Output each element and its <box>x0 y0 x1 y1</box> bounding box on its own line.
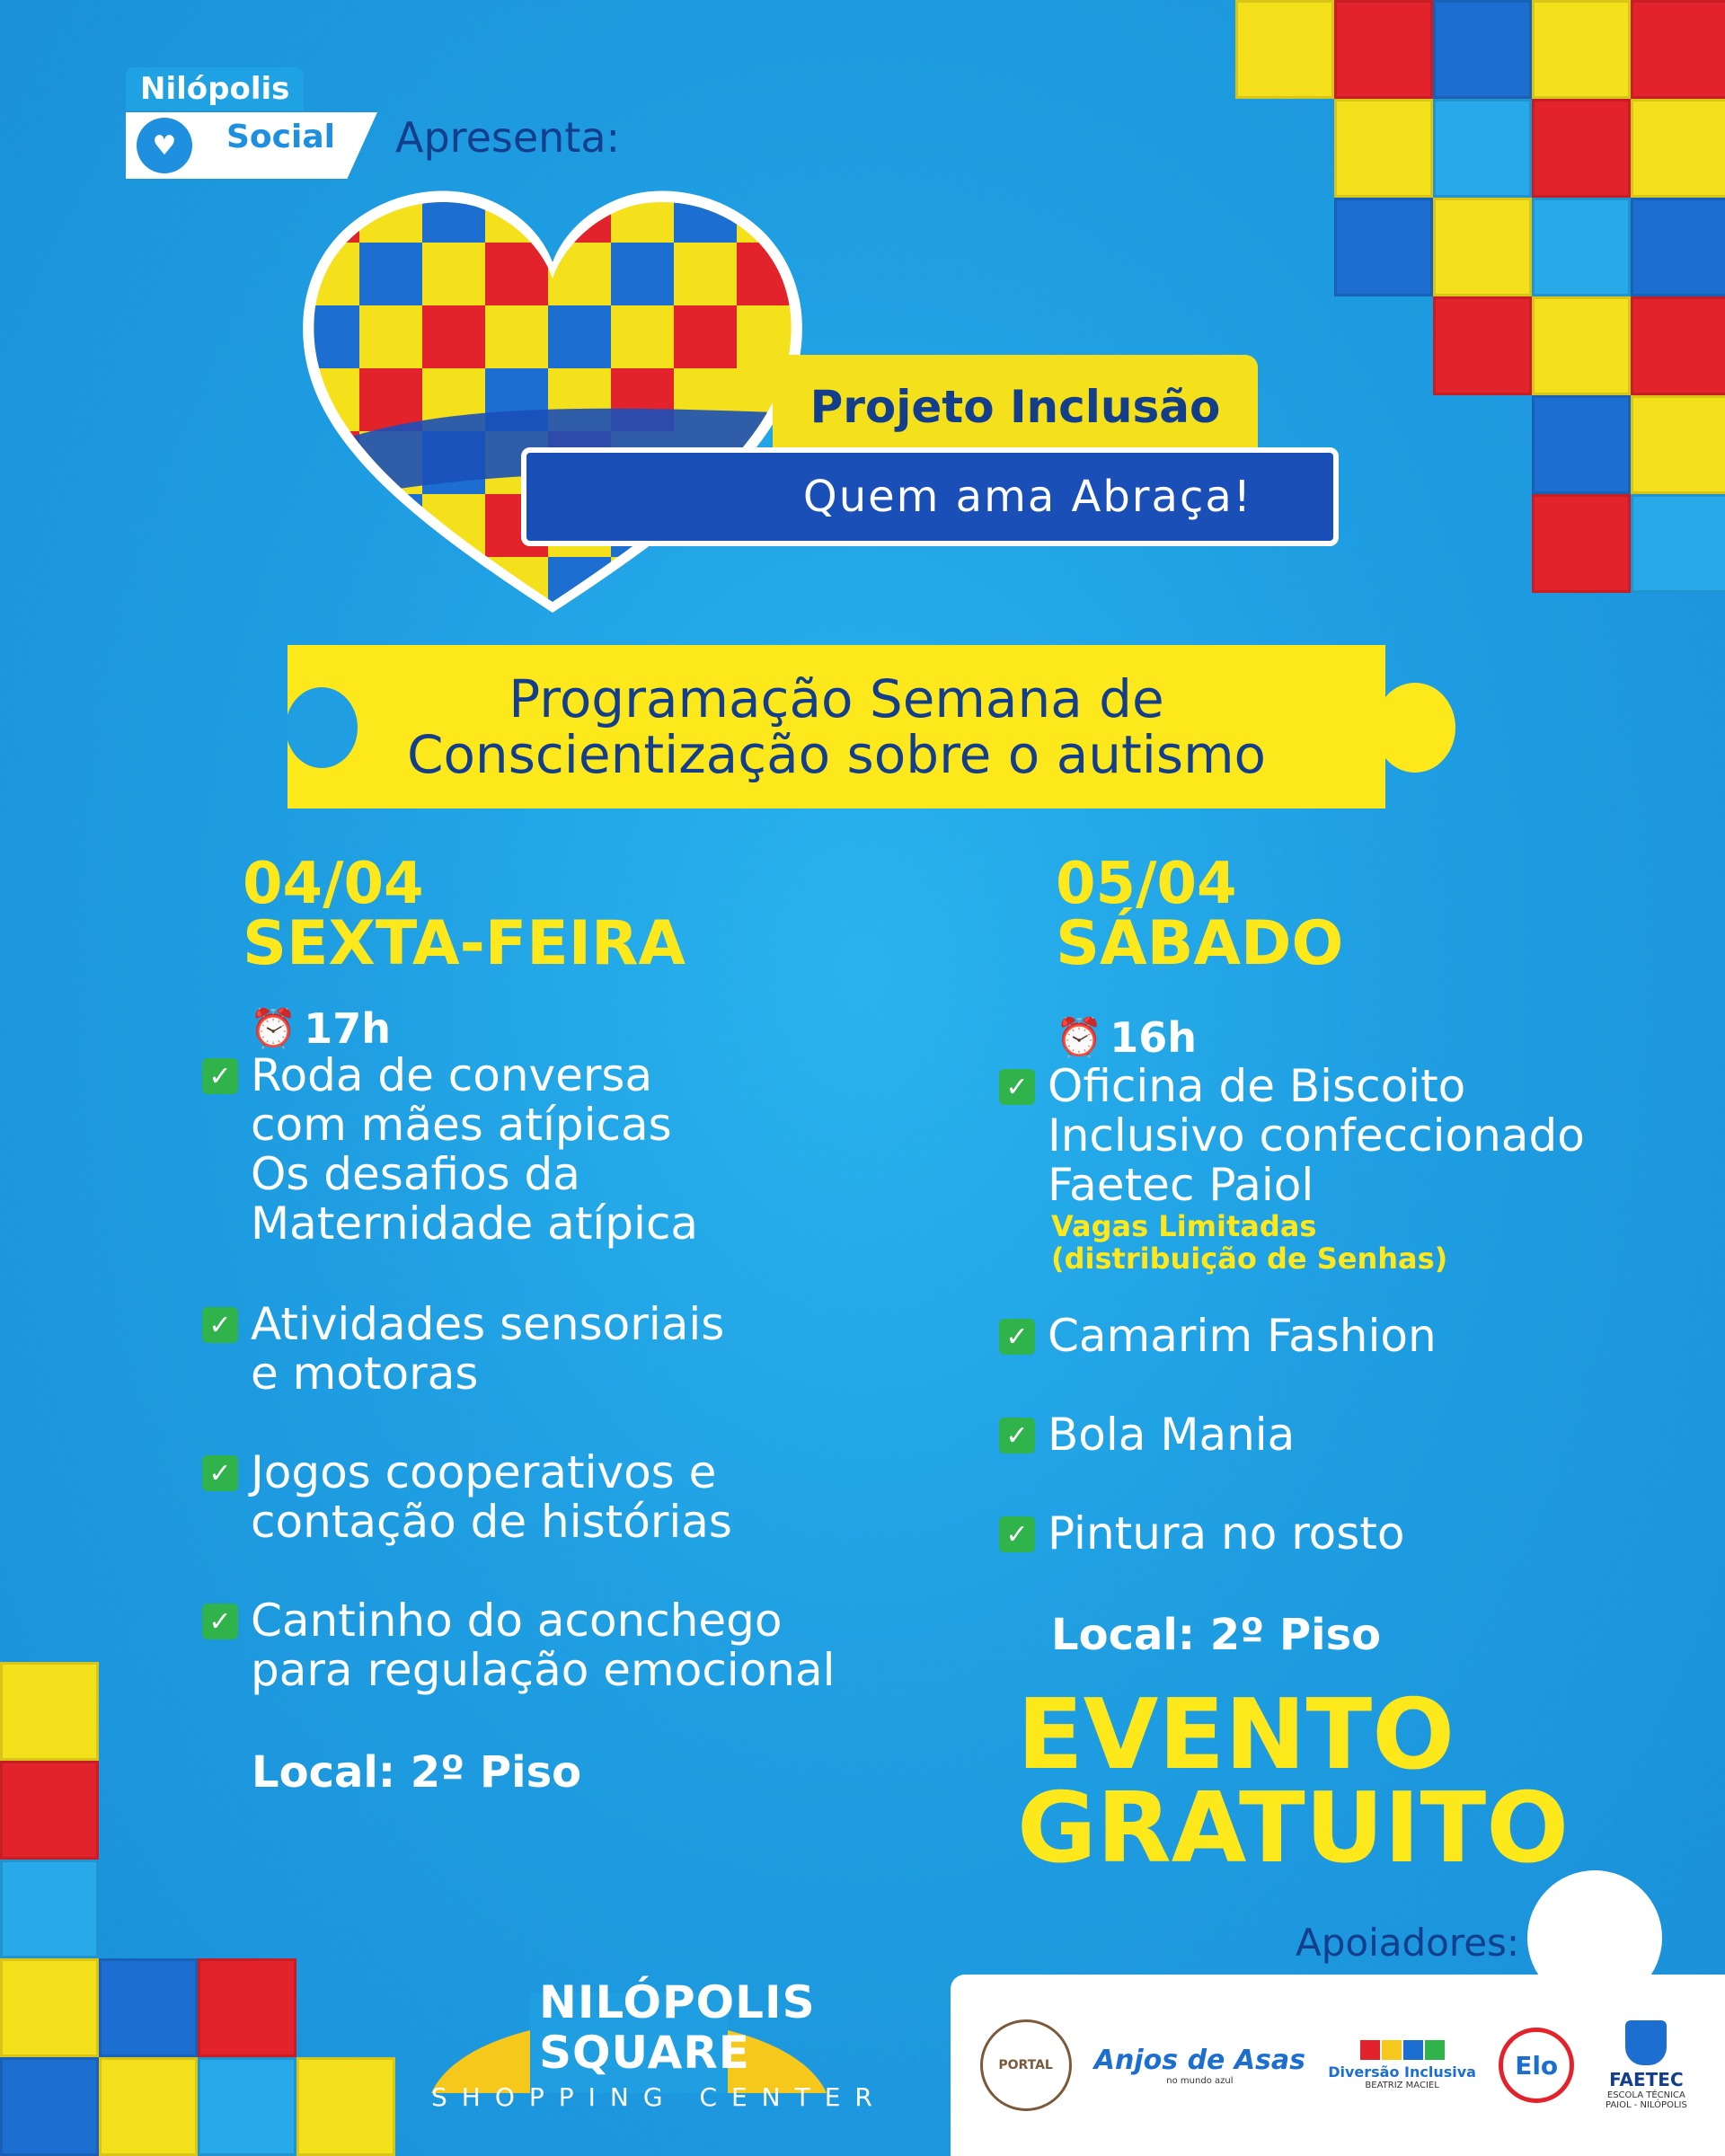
day2-time <box>1056 1013 1197 1062</box>
sponsor-sub: ESCOLA TÉCNICA PAIOL - NILÓPOLIS <box>1605 2090 1687 2110</box>
activity-line: Jogos cooperativos e <box>251 1446 717 1498</box>
sponsor-name: Diversão Inclusiva <box>1328 2063 1476 2081</box>
free-event-line2: GRATUITO <box>1017 1772 1570 1885</box>
program-title-line1: Programação Semana de <box>509 668 1164 729</box>
check-icon: ✓ <box>202 1604 238 1639</box>
sponsor-sub: no mundo azul <box>1166 2076 1234 2086</box>
day1-date: 04/04 <box>243 851 424 917</box>
limited-spots-note: Vagas Limitadas <box>1051 1209 1317 1243</box>
activity-line: Maternidade atípica <box>251 1197 699 1250</box>
day2-time-label: 16h <box>1110 1013 1198 1062</box>
sponsor-faetec-logo <box>1597 2020 1695 2110</box>
brand-name-bottom: Social <box>226 119 335 155</box>
alarm-clock-icon: ⏰ <box>1056 1015 1103 1059</box>
sponsor-name: Anjos de Asas <box>1093 2045 1306 2076</box>
activity-line: Bola Mania <box>1048 1409 1296 1461</box>
check-icon: ✓ <box>999 1516 1035 1552</box>
activity-line: com mães atípicas <box>251 1099 672 1151</box>
activity-line: Roda de conversa <box>251 1049 653 1101</box>
day1-location: Local: 2º Piso <box>252 1747 582 1798</box>
project-tagline-banner <box>521 447 1339 546</box>
check-icon: ✓ <box>202 1455 238 1491</box>
check-icon: ✓ <box>999 1319 1035 1355</box>
blocks-icon <box>1360 2040 1445 2060</box>
puzzle-heart-illustration <box>296 180 809 620</box>
day1-activity-4 <box>202 1596 836 1695</box>
supporters-panel <box>951 1975 1725 2156</box>
sponsor-diversao-logo <box>1328 2040 1476 2090</box>
day1-weekday: SEXTA-FEIRA <box>243 908 686 979</box>
check-icon: ✓ <box>999 1418 1035 1454</box>
day2-activity-3 <box>999 1410 1295 1460</box>
program-title-line2: Conscientização sobre o autismo <box>406 724 1267 785</box>
alarm-clock-icon: ⏰ <box>250 1006 297 1050</box>
sponsor-name: Elo <box>1499 2028 1574 2103</box>
activity-line: Faetec Paiol <box>1048 1159 1314 1211</box>
heart-hands-icon: ♥ <box>137 118 192 173</box>
supporters-label: Apoiadores: <box>1296 1921 1520 1965</box>
presents-label: Apresenta: <box>395 113 621 162</box>
day1-time <box>250 1004 391 1053</box>
brand-name-top: Nilópolis <box>126 67 304 110</box>
activity-line: Pintura no rosto <box>1048 1507 1405 1560</box>
activity-line: Oficina de Biscoito <box>1048 1060 1466 1112</box>
sponsor-portal-logo <box>980 2019 1072 2111</box>
activity-line: Cantinho do aconchego <box>251 1595 783 1647</box>
day2-weekday: SÁBADO <box>1056 908 1344 979</box>
check-icon: ✓ <box>202 1307 238 1343</box>
project-tagline: Quem ama Abraça! <box>802 472 1252 522</box>
day2-activity-4 <box>999 1509 1405 1559</box>
sponsor-anjos-logo <box>1094 2045 1305 2086</box>
puzzle-decoration-bottom-left <box>0 1662 395 2156</box>
project-title-banner <box>773 355 1258 458</box>
mall-name-line2: SQUARE <box>539 2027 750 2079</box>
day2-location: Local: 2º Piso <box>1051 1610 1382 1660</box>
mall-tagline: SHOPPING CENTER <box>431 2082 887 2112</box>
day1-time-label: 17h <box>304 1004 392 1053</box>
activity-line: e motoras <box>251 1348 479 1400</box>
sponsor-sub: BEATRIZ MACIEL <box>1365 2081 1439 2090</box>
day2-date: 05/04 <box>1056 851 1237 917</box>
day1-activity-2 <box>202 1300 724 1399</box>
program-banner <box>288 645 1385 808</box>
puzzle-notch-decoration <box>286 687 358 768</box>
crest-icon <box>1625 2020 1667 2065</box>
tree-icon: PORTAL <box>980 2019 1072 2111</box>
day2-activity-1 <box>999 1062 1585 1275</box>
sponsor-name: FAETEC <box>1609 2069 1684 2090</box>
day1-activity-3 <box>202 1448 732 1547</box>
day1-activity-1 <box>202 1051 698 1249</box>
sponsor-elo-logo <box>1499 2028 1574 2103</box>
activity-line: para regulação emocional <box>251 1644 836 1696</box>
activity-line: Camarim Fashion <box>1048 1310 1437 1362</box>
activity-line: Os desafios da <box>251 1148 580 1200</box>
free-event-line1: EVENTO <box>1017 1679 1455 1791</box>
check-icon: ✓ <box>202 1058 238 1094</box>
project-title: Projeto Inclusão <box>809 380 1221 433</box>
mall-name-line1: NILÓPOLIS <box>539 1976 816 2028</box>
puzzle-knob-decoration <box>1375 683 1455 773</box>
check-icon: ✓ <box>999 1069 1035 1105</box>
activity-line: Inclusivo confeccionado <box>1048 1109 1585 1162</box>
activity-line: Atividades sensoriais <box>251 1298 725 1350</box>
day2-activity-2 <box>999 1312 1437 1361</box>
activity-line: contação de histórias <box>251 1496 732 1548</box>
tickets-note: (distribuição de Senhas) <box>1051 1241 1448 1276</box>
